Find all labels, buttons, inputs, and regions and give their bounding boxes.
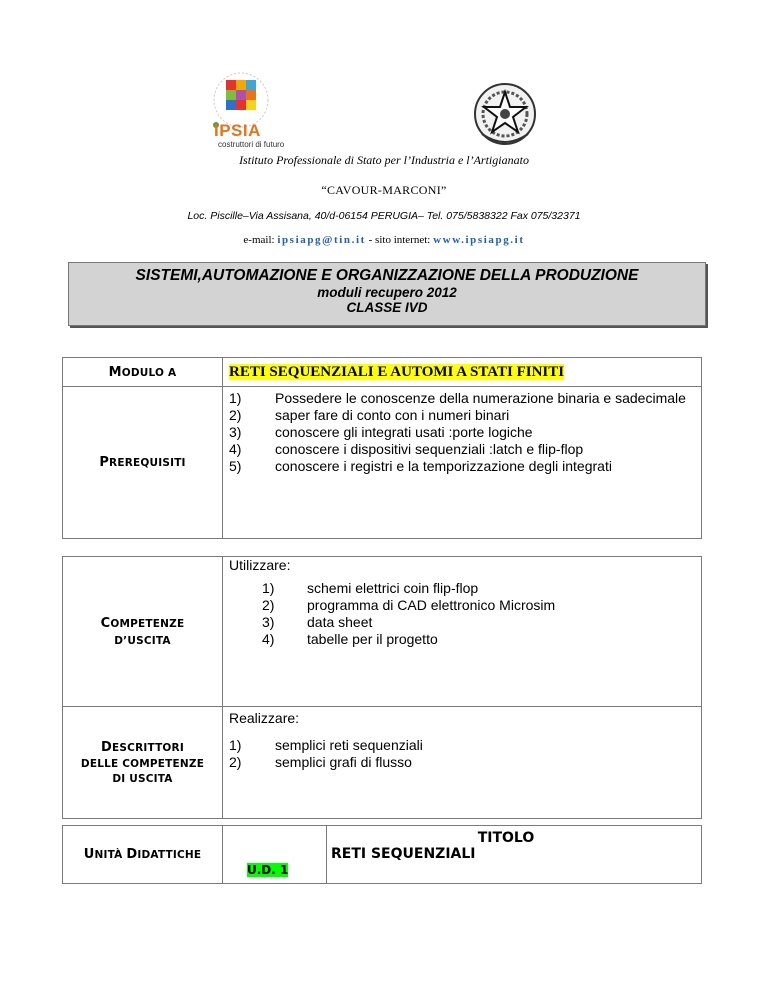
prerequisiti-list: [229, 390, 701, 475]
ud-title-cell: [327, 826, 702, 884]
list-item: 2) programma di CAD elettronico Microsim: [262, 597, 556, 613]
competenze-table: [62, 556, 702, 819]
descrittori-intro: Realizzare:: [229, 710, 300, 726]
list-item: 1) schemi elettrici coin flip-flop: [262, 580, 479, 596]
competenze-cell: [223, 557, 702, 707]
list-item: 5) conoscere i registri e la temporizzazione degli integrati: [229, 458, 612, 474]
institute-name: Istituto Professionale di Stato per l’Industria e l’Artigianato: [239, 153, 529, 167]
modulo-label: MODULO A: [63, 358, 223, 387]
course-subtitle: moduli recupero 2012: [317, 285, 457, 300]
descrittori-list: [229, 737, 701, 771]
email-label: e-mail:: [243, 234, 278, 246]
ipsia-logo: [200, 70, 285, 152]
email-link[interactable]: ipsiapg@tin.it: [277, 234, 366, 246]
modulo-title-cell: [223, 358, 702, 387]
ipsia-logo-tagline: costruttori di futuro: [218, 140, 285, 149]
emblem-icon: [470, 78, 540, 150]
list-item: 2) semplici grafi di flusso: [229, 754, 412, 770]
ipsia-logo-word: IPSIA: [214, 121, 261, 140]
ud-code-cell: [223, 826, 327, 884]
course-title-box: [68, 262, 706, 326]
competenze-intro: Utilizzare:: [229, 557, 291, 573]
ud-code: U.D. 1: [247, 863, 289, 877]
descrittori-cell: [223, 707, 702, 819]
school-address: Loc. Piscille–Via Assisana, 40/d-06154 PERUGIA– Tel. 075/5838322 Fax 075/32371: [187, 210, 581, 222]
list-item: 1) Possedere le conoscenze della numerazione binaria e sadecimale: [229, 390, 686, 406]
unita-table: [62, 825, 702, 884]
prerequisiti-label: PREREQUISITI: [63, 387, 223, 539]
school-name: “CAVOUR-MARCONI”: [321, 183, 447, 197]
descrittori-label: DESCRITTORI DELLE COMPETENZE DI USCITA: [63, 707, 223, 819]
ud-title: RETI SEQUENZIALI: [331, 846, 476, 862]
list-item: 3) data sheet: [262, 614, 373, 630]
titolo-header: TITOLO: [477, 830, 535, 846]
site-label: - sito internet:: [365, 234, 434, 246]
contact-line: [0, 234, 768, 246]
modulo-table: [62, 357, 702, 539]
class-label: CLASSE IVD: [346, 300, 428, 315]
modulo-title: RETI SEQUENZIALI E AUTOMI A STATI FINITI: [229, 364, 565, 380]
competenze-label: COMPETENZE D’USCITA: [63, 557, 223, 707]
list-item: 1) semplici reti sequenziali: [229, 737, 423, 753]
prerequisiti-cell: [223, 387, 702, 539]
course-title: SISTEMI,AUTOMAZIONE E ORGANIZZAZIONE DELLA PRODUZIONE: [135, 267, 639, 284]
list-item: 3) conoscere gli integrati usati :porte logiche: [229, 424, 533, 440]
list-item: 4) tabelle per il progetto: [262, 631, 438, 647]
website-link[interactable]: www.ipsiapg.it: [433, 234, 525, 246]
competenze-list: [229, 580, 701, 648]
italian-emblem-logo: [470, 78, 540, 150]
unita-label: UNITÀ DIDATTICHE: [63, 826, 223, 884]
list-item: 2) saper fare di conto con i numeri binari: [229, 407, 510, 423]
list-item: 4) conoscere i dispositivi sequenziali :latch e flip-flop: [229, 441, 584, 457]
